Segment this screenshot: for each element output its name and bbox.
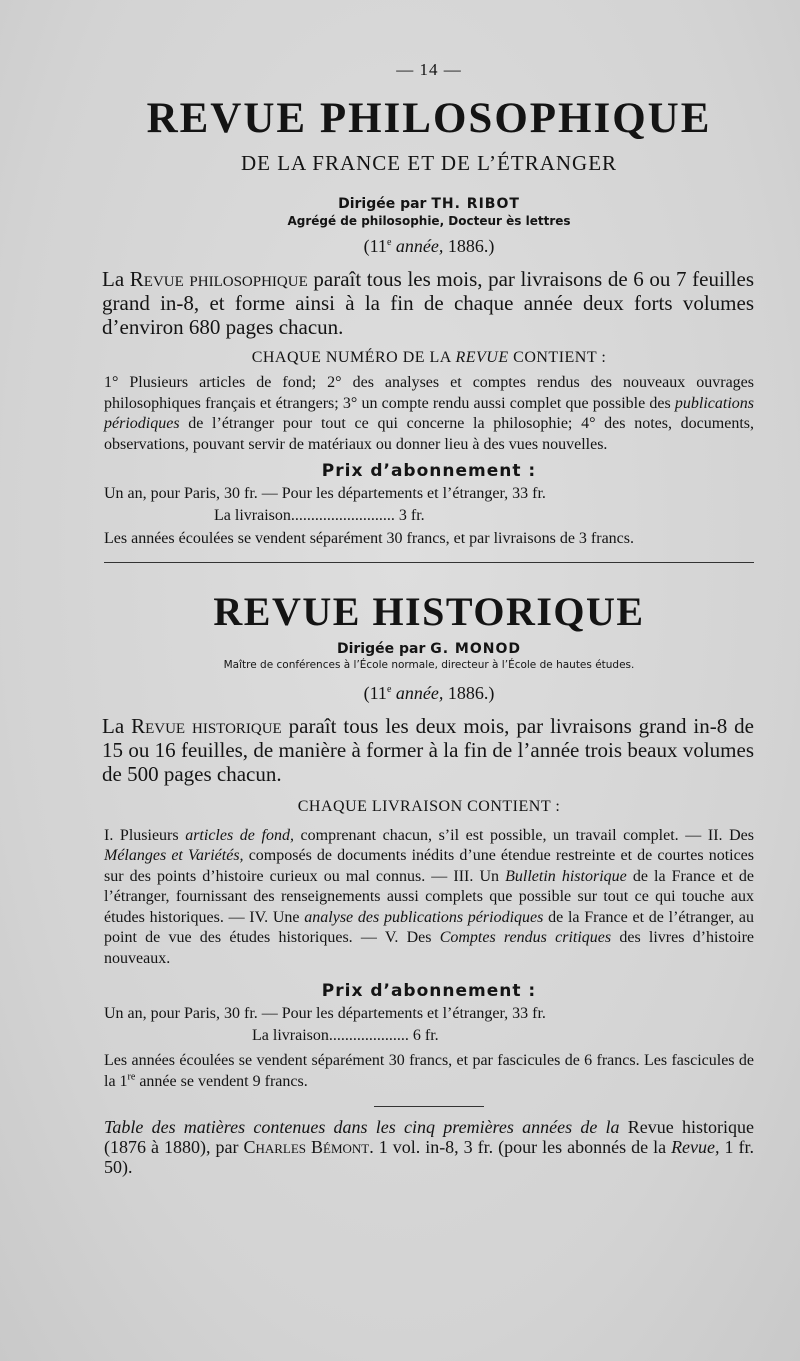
- revue-historique-section: [102, 588, 755, 1093]
- philo-lead-b: paraît tous les mois, par livraisons de 6 ou 7 feuilles grand in-8, et forme ainsi à la fin de chaque année deux forts volumes d’environ 680 pages chacun.: [102, 267, 754, 340]
- philo-contents-head-b: CONTIENT :: [508, 349, 607, 367]
- philo-contents-paragraph: [104, 373, 754, 455]
- footer-text-a: Revue historique (1876 à 1880), par: [104, 1117, 754, 1158]
- philo-lead-a: La: [102, 267, 130, 292]
- hist-annees-a: Les années écoulées se vendent séparément 30 francs, et par fascicules de 6 francs. Les fascicules de la 1: [104, 1052, 754, 1090]
- hist-livraison-label: La livraison: [252, 1027, 329, 1045]
- philo-contents-heading: [104, 349, 754, 367]
- philo-annees-paragraph: Les années écoulées se vendent séparément 30 francs, et par livraisons de 3 francs.: [104, 530, 635, 548]
- hist-b3i: Bulletin historique: [505, 867, 627, 885]
- hist-b4i: analyse des publications périodiques: [304, 908, 544, 926]
- philo-lead-sc: Revue philosophique: [129, 267, 308, 292]
- hist-dirigee-label: Dirigée par: [336, 640, 426, 657]
- philo-director-name: TH. RIBOT: [431, 196, 520, 213]
- hist-b5: de la France et de l’étranger, au point de vue des études historiques. — V. Des: [104, 908, 755, 947]
- hist-year-line: [104, 683, 754, 704]
- philo-lead-paragraph: [102, 267, 754, 339]
- footer-note: [104, 1117, 754, 1177]
- hist-annees-b: année se vendent 9 francs.: [135, 1072, 308, 1090]
- philo-livraison-label: La livraison: [214, 507, 291, 525]
- hist-contents-heading: CHAQUE LIVRAISON CONTIENT :: [297, 797, 561, 815]
- philo-prix-line: Un an, pour Paris, 30 fr. — Pour les départements et l’étranger, 33 fr.: [104, 485, 546, 503]
- footer-author: Charles Bémont: [243, 1137, 370, 1158]
- hist-contents-paragraph: [104, 826, 754, 970]
- hist-b5i: Comptes rendus critiques: [439, 929, 612, 947]
- philo-contents-head-a: CHAQUE NUMÉRO DE LA: [251, 349, 456, 367]
- footer-divider: [374, 1106, 484, 1107]
- philo-body-i: publications périodiques: [104, 394, 754, 433]
- footer-text-c: 1 fr. 50).: [104, 1137, 755, 1178]
- hist-year-italic: année,: [395, 682, 444, 703]
- hist-lead-a: La: [102, 713, 132, 738]
- hist-b2: comprenant chacun, s’il est possible, un travail complet. — II. Des: [293, 826, 755, 844]
- footer-italic-b: Revue,: [671, 1137, 720, 1158]
- philo-director: [104, 196, 754, 212]
- philo-year-sup: e: [386, 237, 392, 249]
- section-divider: [104, 562, 754, 563]
- hist-director: [104, 641, 754, 657]
- hist-b1: I. Plusieurs: [104, 826, 186, 844]
- philo-livraison-price: 3 fr.: [398, 507, 425, 525]
- hist-credentials: Maître de conférences à l’École normale, directeur à l’École de hautes études.: [223, 658, 635, 671]
- hist-livraison-price: 6 fr.: [412, 1027, 439, 1045]
- philo-prix-heading: Prix d’abonnement :: [321, 461, 537, 482]
- philo-contents-head-i: REVUE: [455, 349, 509, 367]
- philo-title: REVUE PHILOSOPHIQUE: [146, 95, 712, 142]
- hist-title: REVUE HISTORIQUE: [213, 588, 645, 634]
- hist-b2i: Mélanges et Variétés,: [104, 847, 244, 865]
- philo-year-open: (11: [363, 236, 387, 257]
- hist-livraison-dots: ....................: [328, 1027, 409, 1045]
- hist-annees-paragraph: [104, 1051, 754, 1092]
- page-number: — 14 —: [396, 60, 462, 79]
- philo-livraison-line: [214, 505, 754, 527]
- hist-director-name: G. MONOD: [430, 640, 522, 657]
- hist-livraison-line: [252, 1025, 754, 1047]
- hist-prix-line: Un an, pour Paris, 30 fr. — Pour les départements et l’étranger, 33 fr.: [104, 1005, 546, 1023]
- philo-livraison-dots: ..........................: [290, 507, 395, 525]
- footer-italic-a: Table des matières contenues dans les cinq premières années de la: [104, 1117, 620, 1138]
- hist-lead-sc: Revue historique: [131, 713, 282, 738]
- hist-b3: composés de documents inédits d’une étendue restreinte et de courtes notices sur des points d’histoire curieux ou mal connus. — III. Un: [104, 847, 755, 885]
- hist-lead-b: paraît tous les deux mois, par livraisons grand in-8 de 15 ou 16 feuilles, de manière à former à la fin de l’année trois beaux volumes de 500 pages chacun.: [102, 713, 754, 786]
- philo-year-italic: année,: [395, 236, 444, 257]
- hist-lead-paragraph: [102, 714, 754, 786]
- hist-b1i: articles de fond,: [185, 826, 294, 844]
- hist-b4: de la France et de l’étranger, fournissant des renseignements aussi complets que possible sur tout ce qui touche aux études historiques. — IV. Une: [104, 867, 755, 926]
- philo-year-line: [104, 236, 754, 257]
- philo-body-b: de l’étranger pour tout ce qui concerne la philosophie; 4° des notes, documents, observations, pouvant servir de matériaux ou donner lieu à des vues nouvelles.: [104, 415, 754, 453]
- hist-annees-sup: re: [127, 1071, 136, 1083]
- philo-dirigee-label: Dirigée par: [338, 196, 427, 213]
- hist-prix-heading: Prix d’abonnement :: [321, 981, 537, 1002]
- philo-year-close: 1886.): [443, 236, 495, 257]
- philo-credentials: Agrégé de philosophie, Docteur ès lettres: [287, 214, 571, 229]
- hist-year-close: 1886.): [443, 682, 495, 703]
- footer-text-b: . 1 vol. in-8, 3 fr. (pour les abonnés de la: [369, 1137, 672, 1158]
- hist-b6: des livres d’histoire nouveaux.: [104, 929, 754, 967]
- philo-body-a: 1° Plusieurs articles de fond; 2° des analyses et comptes rendus des nouveaux ouvrages philosophiques français et étrangers; 3° un compte rendu aussi complet que possible des: [104, 374, 754, 412]
- hist-year-sup: e: [386, 683, 392, 695]
- revue-philosophique-section: [104, 96, 754, 550]
- philo-subtitle: DE LA FRANCE ET DE L’ÉTRANGER: [240, 151, 618, 176]
- hist-year-open: (11: [363, 682, 387, 703]
